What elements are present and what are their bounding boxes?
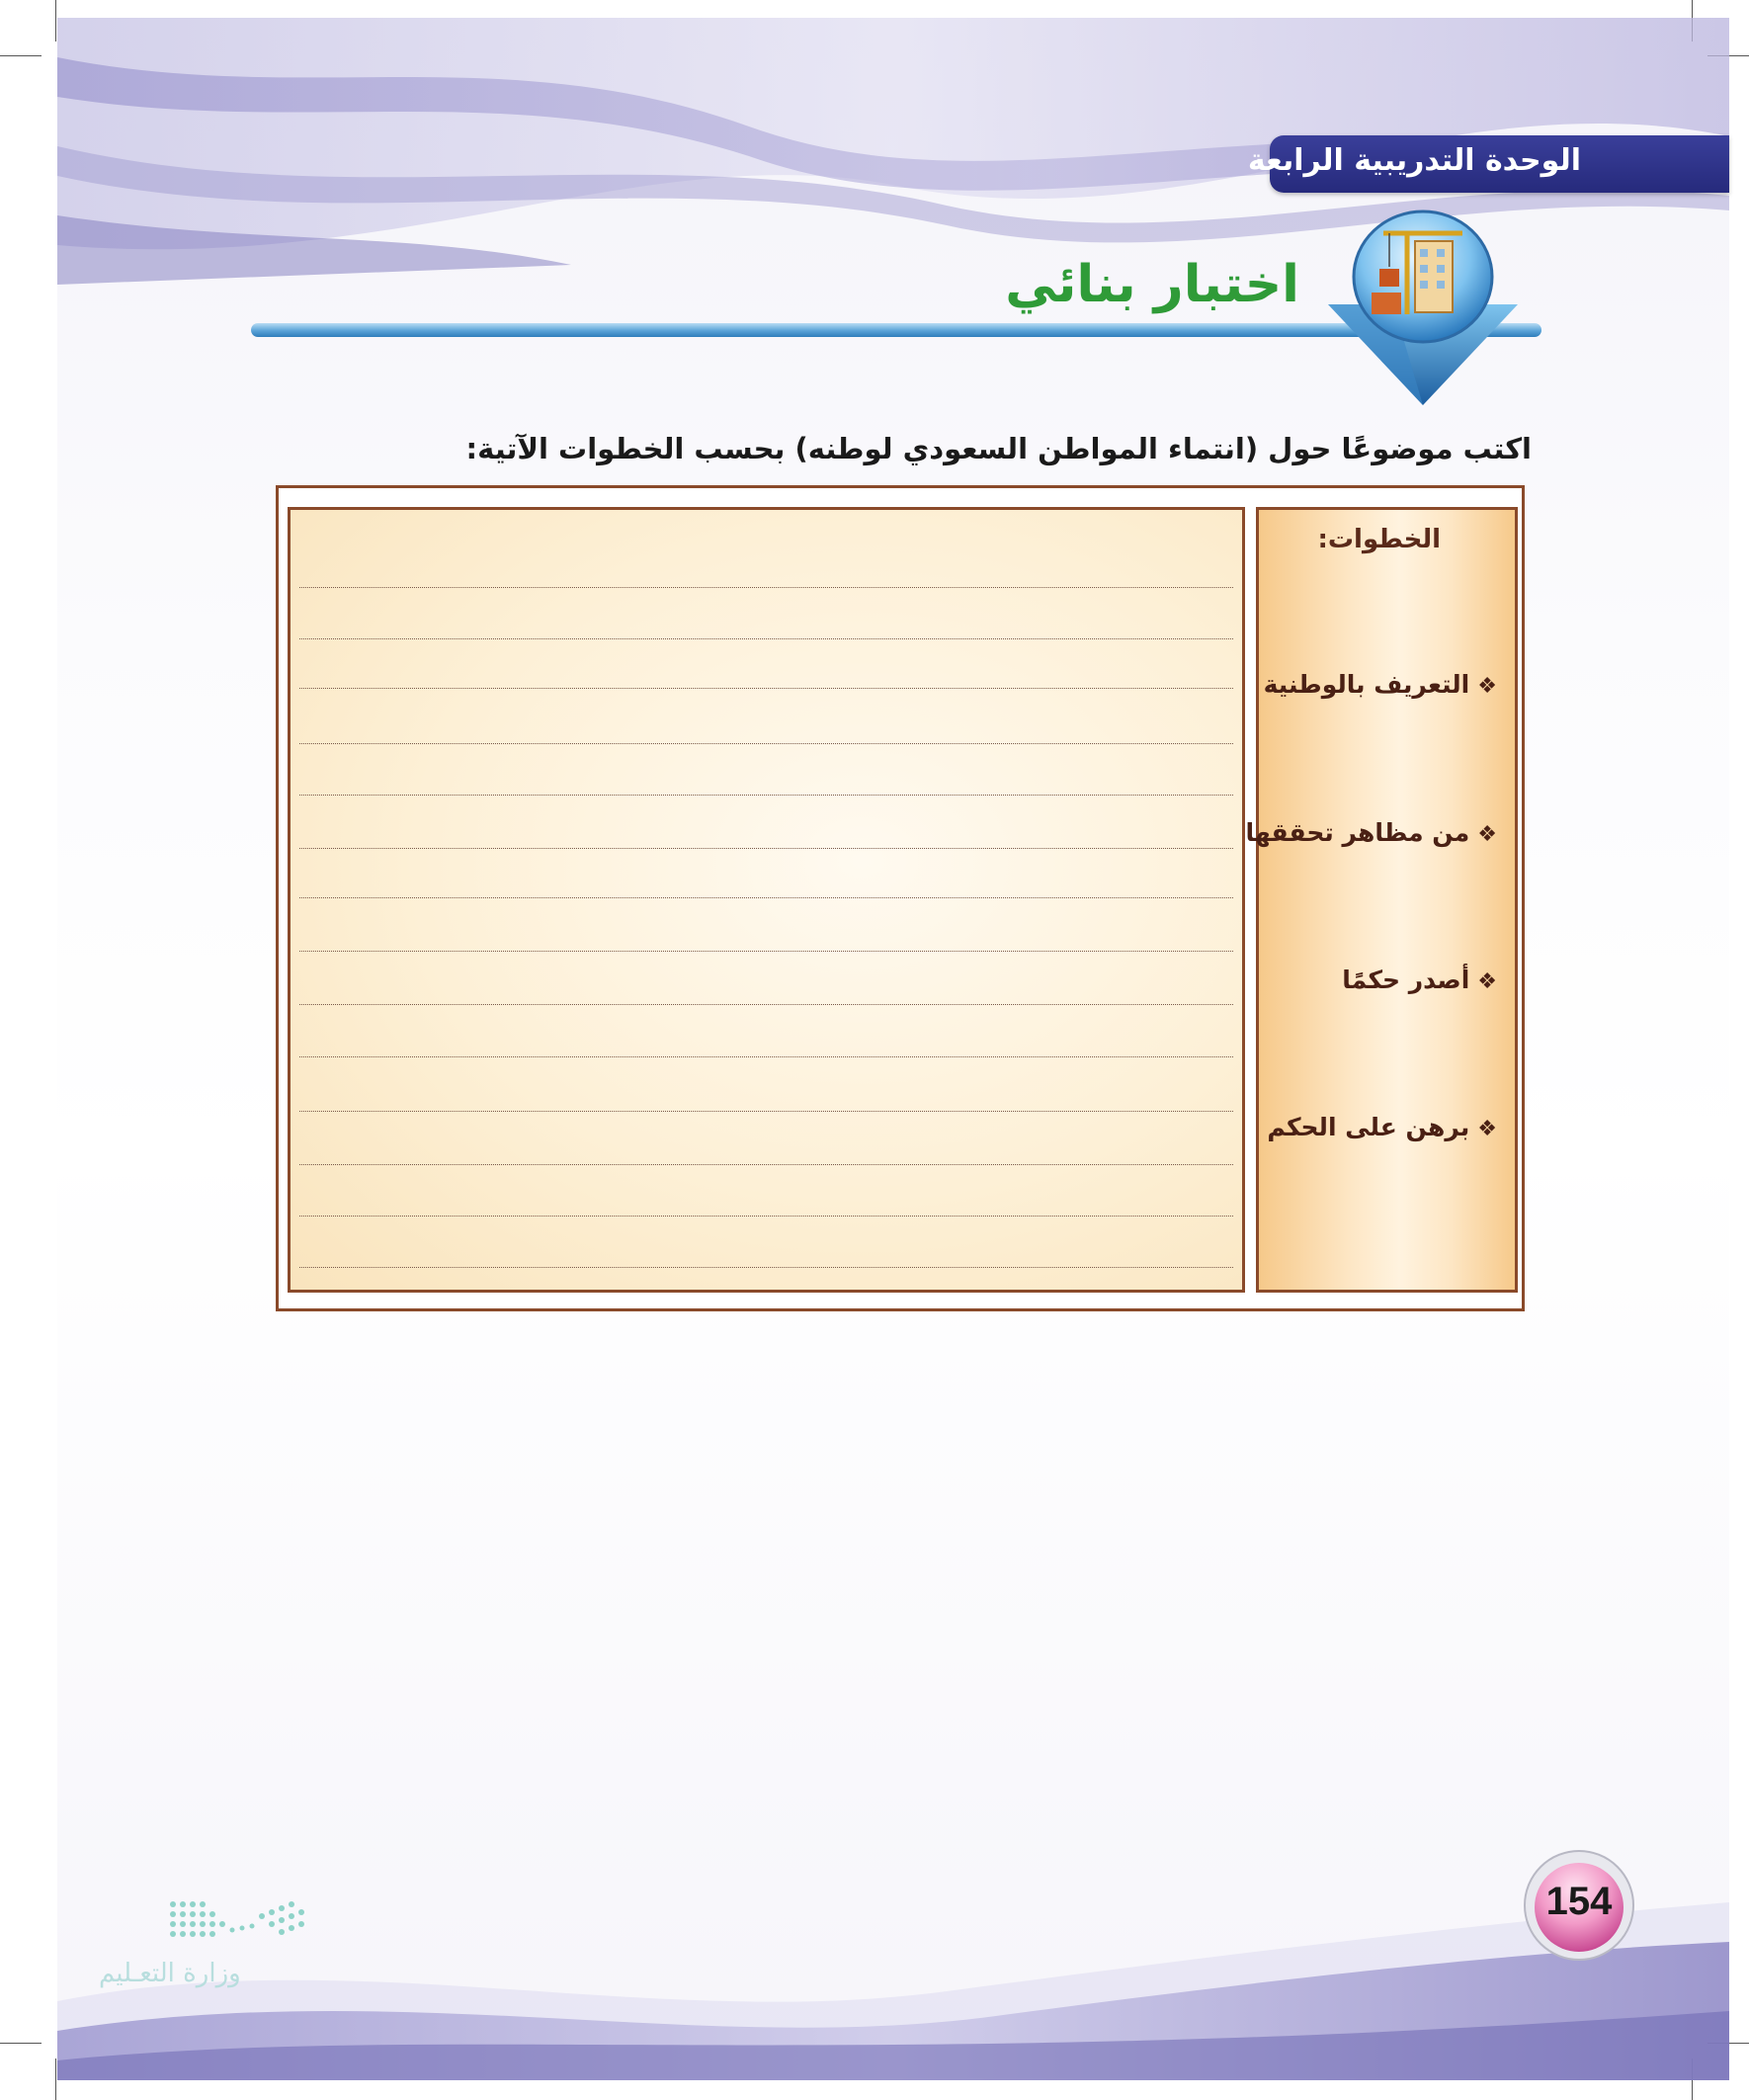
crop-mark	[55, 2058, 56, 2100]
crop-mark	[0, 2043, 42, 2044]
diamond-bullet-icon: ❖	[1477, 1117, 1497, 1141]
step-label: من مظاهر تحققها	[1245, 818, 1470, 847]
writing-line	[299, 638, 1233, 639]
writing-line	[299, 848, 1233, 849]
steps-panel	[1245, 507, 1518, 1293]
crop-mark	[0, 55, 42, 56]
diamond-bullet-icon: ❖	[1477, 674, 1497, 699]
step-label: التعريف بالوطنية	[1263, 670, 1470, 699]
writing-line	[299, 1004, 1233, 1005]
writing-line	[299, 1056, 1233, 1057]
writing-line	[299, 1164, 1233, 1165]
writing-line	[299, 688, 1233, 689]
writing-line	[299, 1111, 1233, 1112]
writing-line	[299, 951, 1233, 952]
step-item	[1342, 966, 1497, 994]
step-item	[1264, 670, 1497, 699]
step-item	[1267, 1113, 1497, 1141]
ministry-name: وزارة التعـليم	[99, 1959, 241, 1988]
crop-mark	[55, 0, 56, 42]
writing-line	[299, 587, 1233, 588]
diamond-bullet-icon: ❖	[1477, 969, 1497, 994]
step-item	[1245, 818, 1497, 847]
page-number: 154	[1545, 1880, 1613, 1923]
diamond-bullet-icon: ❖	[1477, 822, 1497, 847]
instruction-text: اكتب موضوعًا حول (انتماء المواطن السعودي لوطنه) بحسب الخطوات الآتية:	[465, 432, 1532, 465]
writing-line	[299, 1267, 1233, 1268]
writing-line	[299, 1216, 1233, 1217]
writing-line	[299, 897, 1233, 898]
building-crane-emblem-icon	[1324, 208, 1522, 410]
writing-area[interactable]	[288, 507, 1245, 1293]
lesson-title: اختبار بنائي	[1005, 255, 1299, 314]
unit-label: الوحدة التدريبية الرابعة	[1247, 143, 1581, 178]
unit-banner	[1247, 135, 1729, 193]
writing-line	[299, 743, 1233, 744]
step-label: أصدر حكمًا	[1342, 966, 1470, 994]
step-label: برهن على الحكم	[1267, 1113, 1470, 1141]
steps-heading: الخطوات:	[1317, 525, 1441, 554]
writing-line	[299, 795, 1233, 796]
